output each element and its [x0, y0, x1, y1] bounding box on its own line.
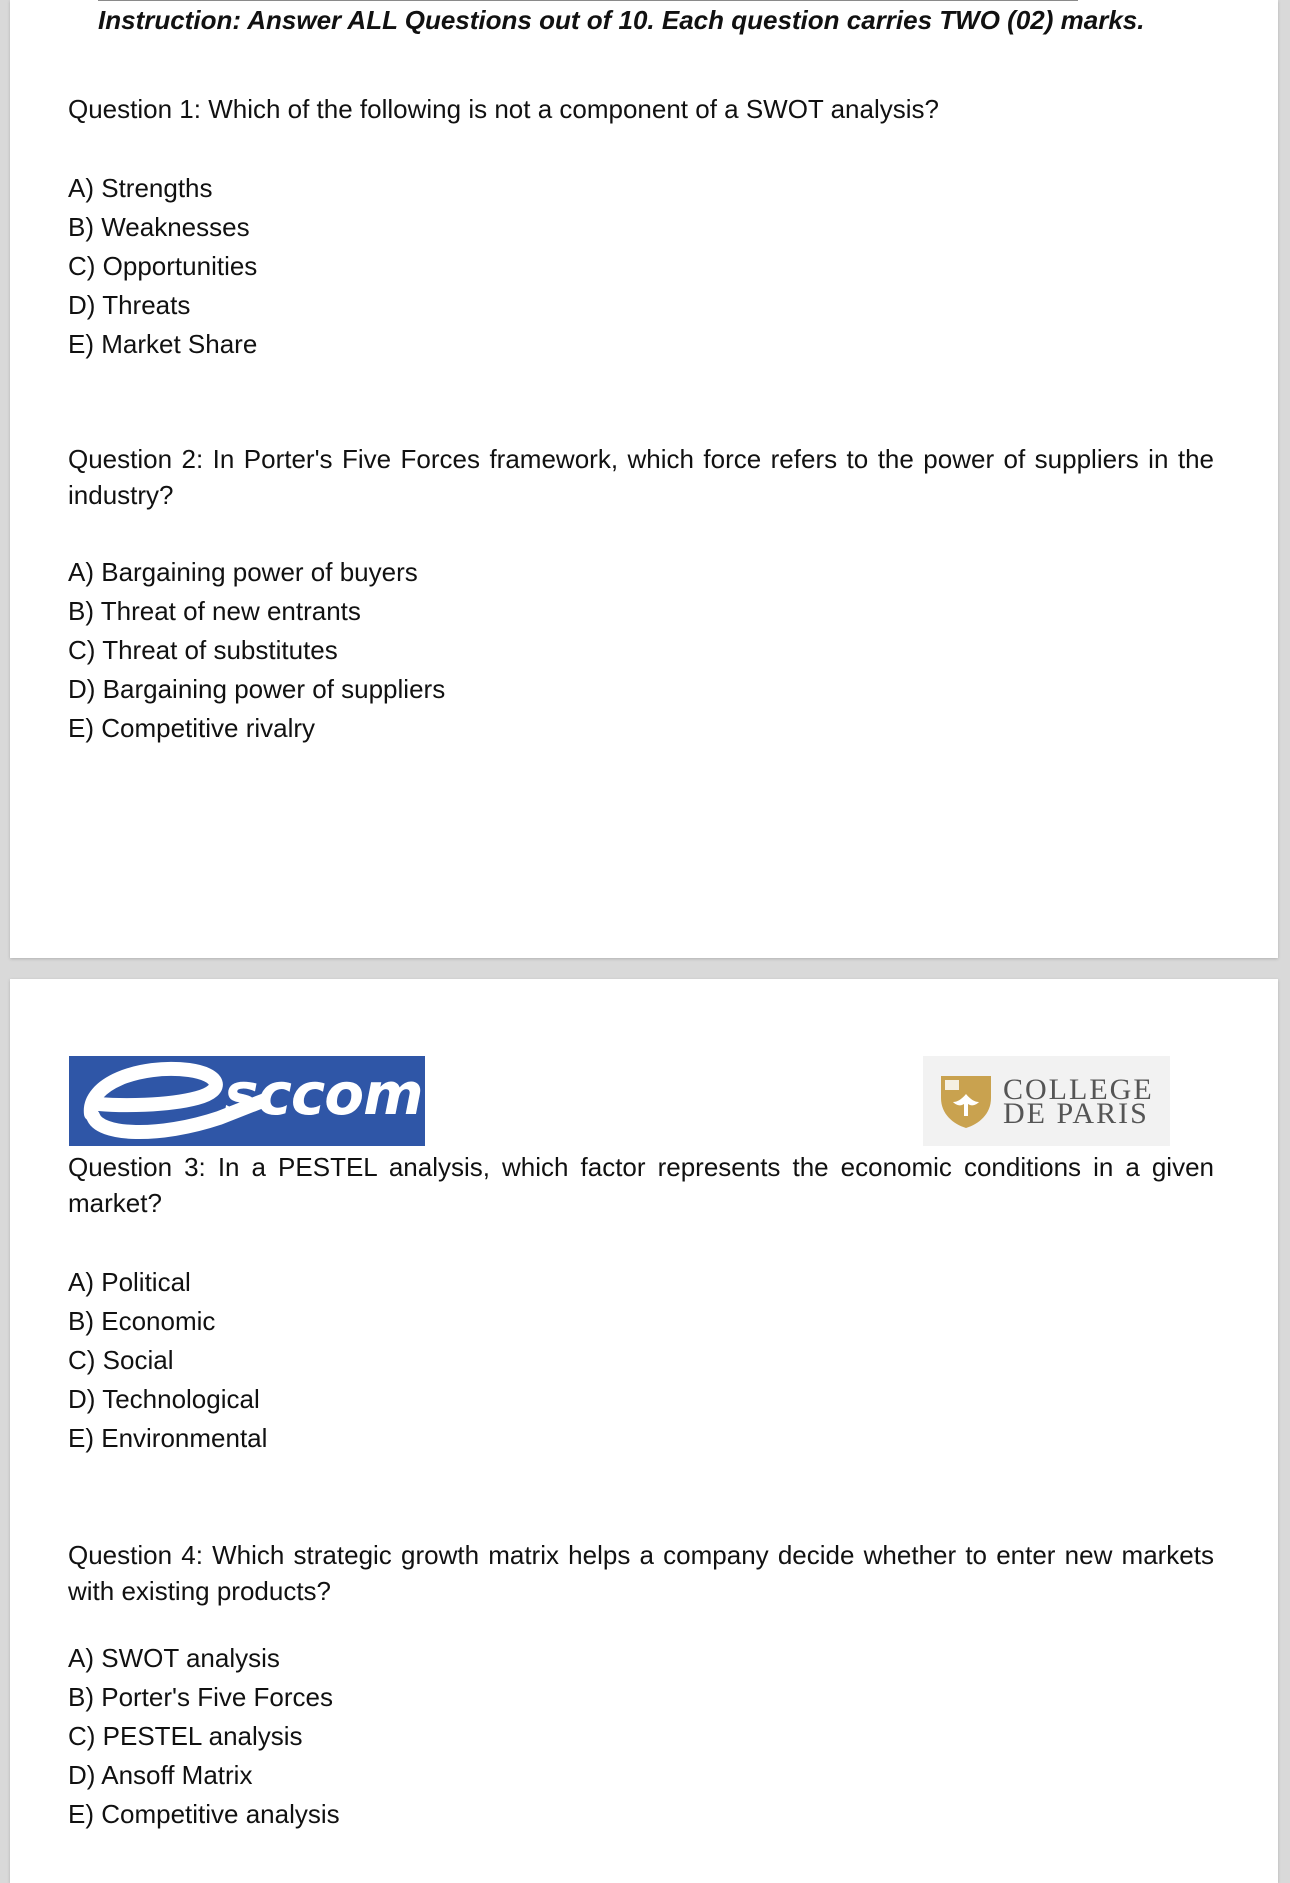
option-b: B) Economic	[68, 1306, 216, 1336]
options-list	[68, 553, 1214, 748]
options-list	[68, 1263, 1214, 1458]
option-d: D) Ansoff Matrix	[68, 1760, 253, 1790]
esccom-wordmark: sccom	[224, 1060, 423, 1128]
document-page-1	[10, 0, 1278, 958]
option-a: A) SWOT analysis	[68, 1643, 280, 1673]
college-wordmark-line1: COLLEGE	[1003, 1073, 1154, 1106]
options-list	[68, 1639, 1214, 1834]
option-b: B) Threat of new entrants	[68, 596, 361, 626]
college-de-paris-logo	[923, 1056, 1170, 1146]
option-c: C) PESTEL analysis	[68, 1721, 303, 1751]
top-divider	[98, 0, 1078, 1]
question-4	[68, 1537, 1214, 1834]
instruction-text: Instruction: Answer ALL Questions out of 10. Each question carries TWO (02) marks.	[98, 5, 1145, 35]
option-b: B) Weaknesses	[68, 212, 250, 242]
question-text: Question 4: Which strategic growth matrix helps a company decide whether to enter new markets with existing products?	[68, 1540, 1214, 1606]
option-d: D) Technological	[68, 1384, 260, 1414]
option-d: D) Threats	[68, 290, 191, 320]
question-text: Question 3: In a PESTEL analysis, which factor represents the economic conditions in a given market?	[68, 1152, 1214, 1218]
question-2	[68, 441, 1214, 748]
shield-icon	[935, 1072, 997, 1130]
document-page-2	[10, 979, 1278, 1883]
option-a: A) Bargaining power of buyers	[68, 557, 418, 587]
option-b: B) Porter's Five Forces	[68, 1682, 334, 1712]
option-a: A) Political	[68, 1267, 191, 1297]
option-e: E) Competitive analysis	[68, 1799, 340, 1829]
option-c: C) Threat of substitutes	[68, 635, 338, 665]
option-e: E) Competitive rivalry	[68, 713, 316, 743]
question-text: Question 1: Which of the following is not a component of a SWOT analysis?	[68, 94, 939, 124]
option-d: D) Bargaining power of suppliers	[68, 674, 446, 704]
option-e: E) Market Share	[68, 329, 258, 359]
esccom-logo	[69, 1056, 425, 1146]
college-wordmark-line2: DE PARIS	[1003, 1097, 1149, 1130]
question-text: Question 2: In Porter's Five Forces framework, which force refers to the power of suppliers in the industry?	[68, 444, 1214, 510]
option-e: E) Environmental	[68, 1423, 268, 1453]
options-list	[68, 169, 1214, 364]
question-1	[68, 91, 1214, 364]
option-c: C) Social	[68, 1345, 174, 1375]
option-c: C) Opportunities	[68, 251, 258, 281]
question-3	[68, 1149, 1214, 1458]
option-a: A) Strengths	[68, 173, 213, 203]
